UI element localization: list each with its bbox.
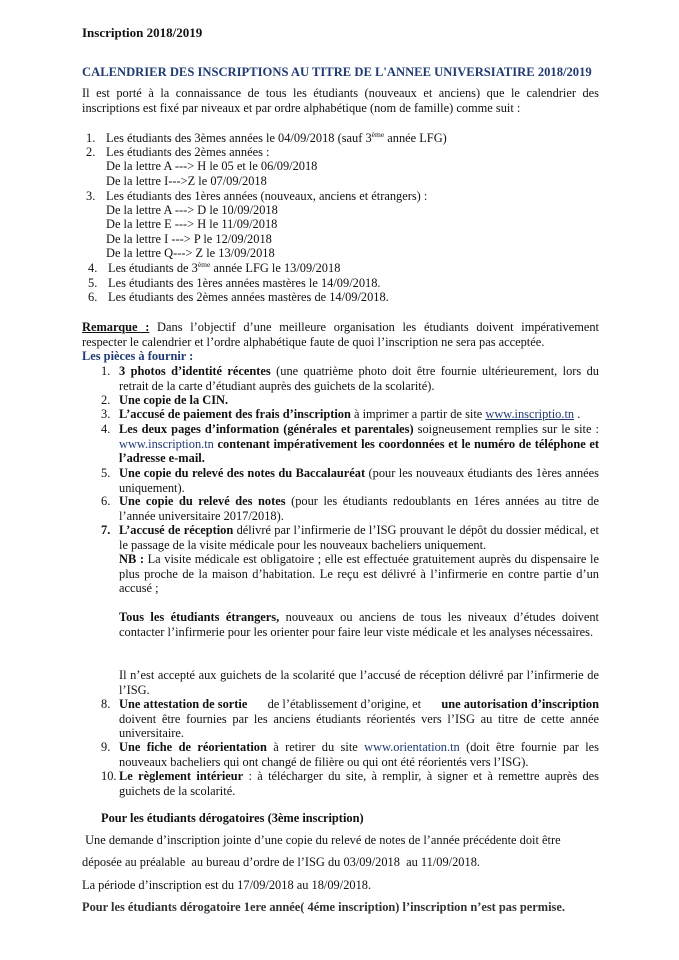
list-number: 5. (101, 466, 111, 480)
list-number: 3. (101, 407, 111, 421)
list-number: 9. (101, 740, 111, 754)
piece-item: 3 photos d’identité récentes (une quatrième photo doit être fournie ultérieurement, lors du retrait de la carte d’étudiant auprès des guichets de la scolarité). (119, 364, 599, 393)
list-number: 10. (101, 769, 117, 783)
pieces-heading: Les pièces à fournir : (82, 349, 194, 363)
document-header: Inscription 2018/2019 (82, 25, 203, 40)
schedule-subitem: De la lettre I ---> P le 12/09/2018 (106, 232, 272, 246)
remark-label: Remarque : (82, 320, 150, 334)
piece-item: Les deux pages d’information (générales et parentales) soigneusement remplies sur le site : www.inscription.tn contenant impérativement les coordonnées et le numéro de téléphone et l’adresse e-mail. (119, 422, 599, 466)
schedule-item: Les étudiants des 2èmes années : (106, 145, 270, 159)
schedule-subitem: De la lettre A ---> H le 05 et le 06/09/2018 (106, 159, 318, 173)
list-number: 2. (101, 393, 111, 407)
schedule-item: Les étudiants de 3ème année LFG le 13/09/2018 (108, 259, 341, 275)
piece-item: L’accusé de réception délivré par l’infirmerie de l’ISG prouvant le dépôt du dossier médical, et le passage de la visite médicale pour les nouveaux bacheliers uniquement. (119, 523, 599, 552)
foreign-students-note: Tous les étudiants étrangers, nouveaux ou anciens de tous les niveaux d’études doivent contacter l’infirmerie pour les orienter pour faire leur viste médicale et les analyses nécessaires. (119, 610, 599, 639)
piece-item: L’accusé de paiement des frais d’inscription à imprimer a partir de site www.inscriptio.tn . (119, 407, 581, 421)
piece-item: Une copie du relevé des notes (pour les étudiants redoublants en 1éres années au titre de l’année universitaire 2017/2018). (119, 494, 600, 523)
piece-item: Le règlement intérieur : à télécharger du site, à remplir, à signer et à remettre auprès des guichets de la scolarité. (119, 769, 599, 798)
derogatory-line-2: déposée au préalable au bureau d’ordre de l’ISG du 03/09/2018 au 11/09/2018. (82, 855, 480, 869)
schedule-item: Les étudiants des 3èmes années le 04/09/2018 (sauf 3ème année LFG) (106, 129, 447, 145)
list-number: 6. (101, 494, 111, 508)
list-number: 4. (88, 261, 98, 275)
piece-item: Une attestation de sortie de l’établissement d’origine, et une autorisation d’inscription doivent être fournies par les anciens étudiants réorientés vers l’ISG au titre de cette année universitaire. (119, 697, 599, 741)
piece-item: Une copie du relevé des notes du Baccalauréat (pour les nouveaux étudiants des 1ères années uniquement). (119, 466, 599, 495)
piece-item: Une copie de la CIN. (119, 393, 229, 407)
list-number: 7. (101, 523, 111, 537)
derogatory-line-1: Une demande d’inscription jointe d’une copie du relevé de notes de l’année précédente doit être (82, 833, 561, 847)
inscription-site-link[interactable]: www.inscription.tn (119, 436, 214, 451)
list-number: 4. (101, 422, 111, 436)
schedule-subitem: De la lettre Q---> Z le 13/09/2018 (106, 246, 275, 260)
inscription-period: La période d’inscription est du 17/09/2018 au 18/09/2018. (82, 878, 372, 892)
remark-paragraph: Remarque : Dans l’objectif d’une meilleure organisation les étudiants doivent impérativement respecter le calendrier et l’ordre alphabétique faute de quoi l’inscription ne sera pas acceptée. (82, 320, 600, 349)
list-number: 2. (86, 145, 96, 159)
orientation-link[interactable]: www.orientation.tn (364, 740, 460, 754)
derogatory-heading: Pour les étudiants dérogatoires (3ème inscription) (101, 811, 364, 825)
list-number: 3. (86, 189, 96, 203)
schedule-subitem: De la lettre E ---> H le 11/09/2018 (106, 217, 278, 231)
intro-paragraph: Il est porté à la connaissance de tous les étudiants (nouveaux et anciens) que le calendrier des inscriptions est fixé par niveaux et par ordre alphabétique (nom de famille) comme suit : (82, 86, 599, 115)
list-number: 1. (101, 364, 111, 378)
list-number: 5. (88, 276, 98, 290)
list-number: 6. (88, 290, 98, 304)
piece-item: Une fiche de réorientation à retirer du site www.orientation.tn (doit être fournie par les nouveaux bacheliers qui ont changé de filière ou qui ont été réorientés vers l’ISG). (119, 740, 599, 769)
list-number: 8. (101, 697, 111, 711)
piece-item-first-line: Une attestation de sortie de l’établissement d’origine, et une autorisation d’inscription (119, 697, 599, 711)
page-title: CALENDRIER DES INSCRIPTIONS AU TITRE DE L'ANNEE UNIVERSIATIRE 2018/2019 (82, 65, 592, 79)
acceptance-note: Il n’est accepté aux guichets de la scolarité que l’accusé de réception délivré par l’infirmerie de l’ISG. (119, 668, 599, 697)
schedule-subitem: De la lettre A ---> D le 10/09/2018 (106, 203, 278, 217)
schedule-subitem: De la lettre I--->Z le 07/09/2018 (106, 174, 267, 188)
not-allowed-note: Pour les étudiants dérogatoire 1ere année( 4éme inscription) l’inscription n’est pas permise. (82, 900, 565, 914)
schedule-item: Les étudiants des 1ères années (nouveaux, anciens et étrangers) : (106, 189, 428, 203)
schedule-item: Les étudiants des 2èmes années mastères de 14/09/2018. (108, 290, 389, 304)
nb-note: NB : La visite médicale est obligatoire ; elle est effectuée gratuitement auprès du dispensaire le plus proche de la maison d’habitation. Le reçu est délivré à l’infirmerie en contre partie d’un accusé ; (119, 552, 599, 596)
inscription-link[interactable]: www.inscriptio.tn (485, 407, 575, 421)
schedule-item: Les étudiants des 1ères années mastères le 14/09/2018. (108, 276, 381, 290)
list-number: 1. (86, 131, 96, 145)
